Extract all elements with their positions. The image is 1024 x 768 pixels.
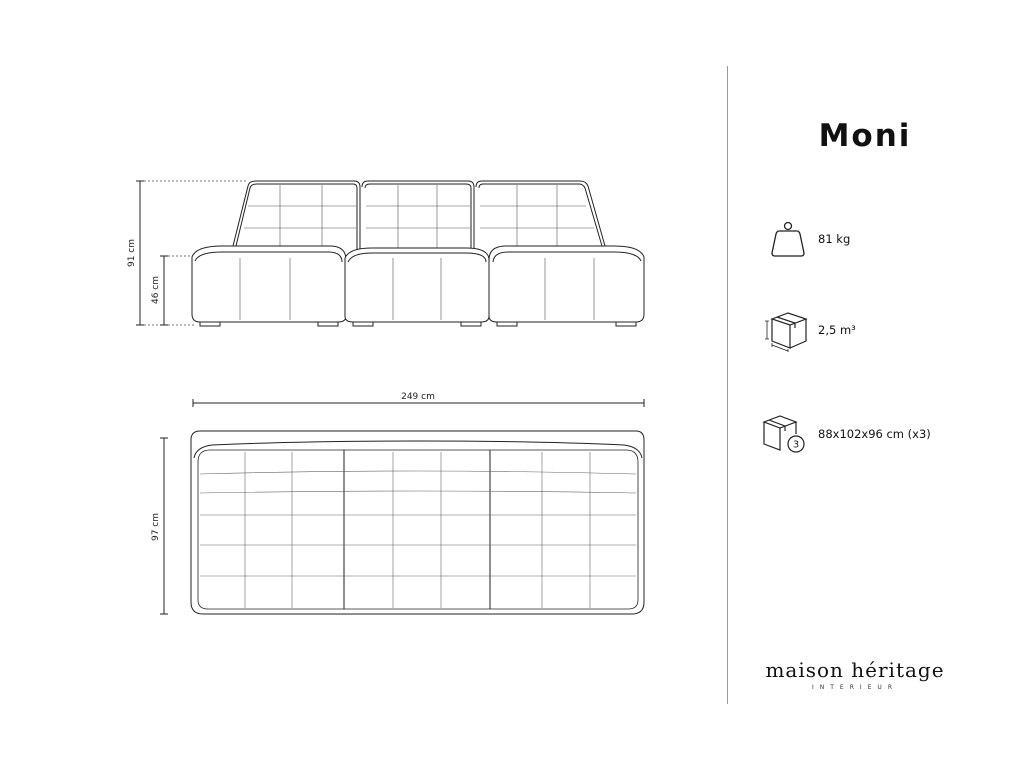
- front-backrests: [233, 181, 605, 252]
- spec-volume: [760, 308, 856, 352]
- top-outline: [191, 431, 644, 614]
- brand-tagline: INTERIEUR: [811, 684, 898, 691]
- seat-height-dimension: [160, 256, 195, 325]
- front-view: [136, 181, 644, 326]
- front-seats: [192, 246, 644, 326]
- height-label: 91 cm: [127, 238, 137, 268]
- packages-badge: 3: [792, 439, 800, 451]
- volume-value: 2,5 m³: [818, 323, 856, 337]
- weight-value: 81 kg: [818, 232, 851, 246]
- spec-packages: [760, 412, 931, 456]
- top-view: [160, 399, 644, 614]
- box-volume-icon: [760, 308, 808, 352]
- product-title: Moni: [818, 118, 912, 154]
- brand-name: maison héritage: [765, 658, 945, 682]
- top-tufting: [200, 452, 636, 608]
- brand-logo: [760, 658, 950, 691]
- width-label: 249 cm: [401, 392, 435, 402]
- spec-weight: [760, 217, 850, 261]
- packages-icon: [760, 412, 808, 456]
- depth-dimension: [160, 438, 168, 614]
- weight-icon: [760, 217, 808, 261]
- depth-label: 97 cm: [151, 512, 161, 542]
- packages-value: 88x102x96 cm (x3): [818, 427, 931, 441]
- panel-divider: [727, 66, 728, 704]
- seat-height-label: 46 cm: [151, 275, 161, 305]
